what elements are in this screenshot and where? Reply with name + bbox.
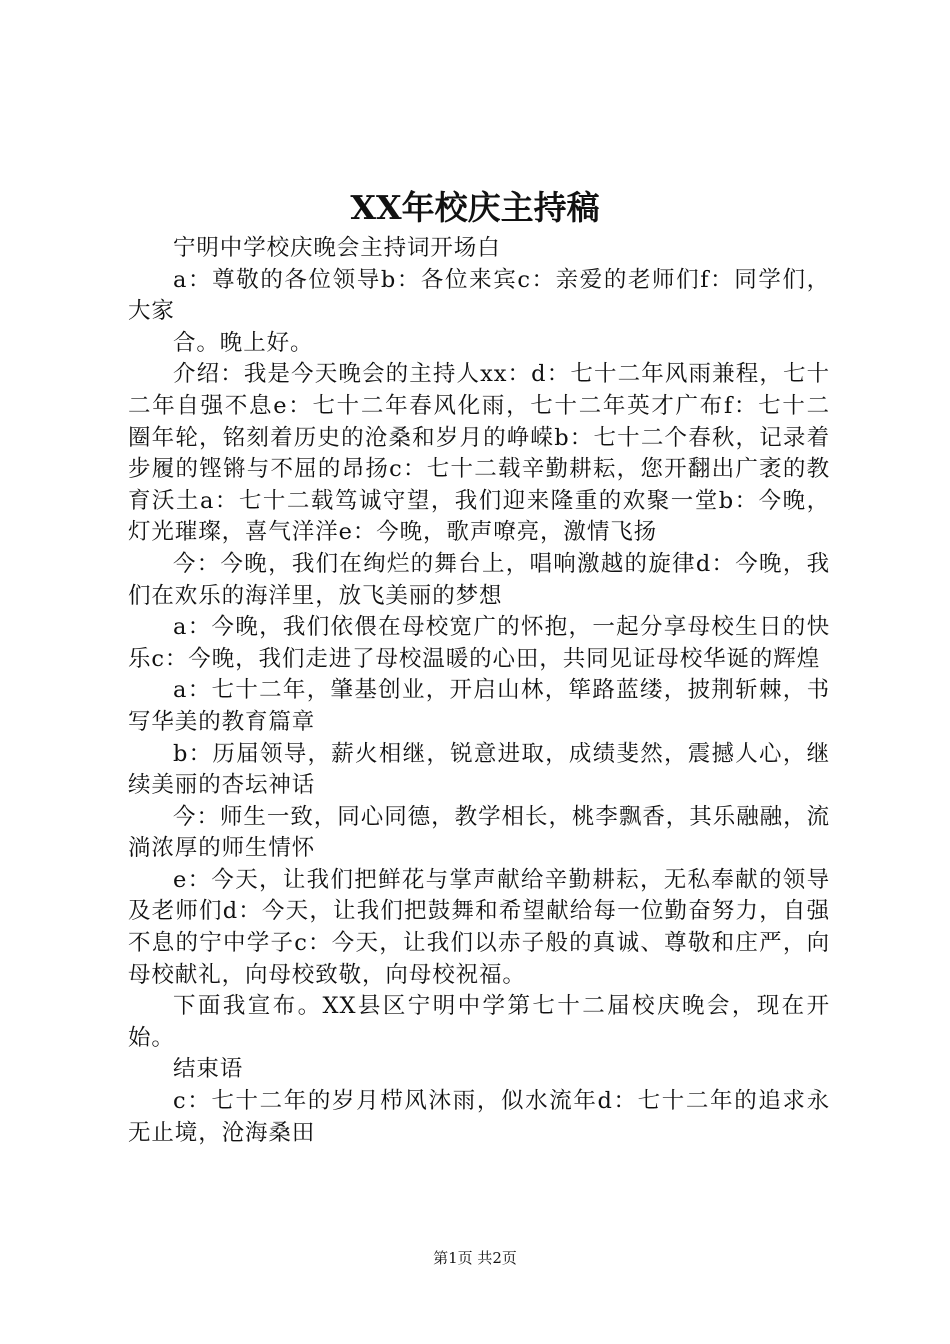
page-footer: 第1页 共2页 xyxy=(433,1249,517,1267)
document-title: XX年校庆主持稿 xyxy=(350,188,600,227)
paragraph-together: 合。晚上好。 xyxy=(173,329,314,356)
document-body xyxy=(128,233,830,1149)
paragraph-announcement: 下面我宣布。XX县区宁明中学第七十二届校庆晚会，现在开始。 xyxy=(128,993,830,1051)
paragraph-teachers-students: 今：师生一致，同心同德，教学相长，桃李飘香，其乐融融，流淌浓厚的师生情怀 xyxy=(128,803,830,862)
paragraph-closing: c：七十二年的岁月栉风沐雨，似水流年d：七十二年的追求永无止境，沧海桑田 xyxy=(128,1088,830,1146)
paragraph-closing-heading: 结束语 xyxy=(173,1056,244,1083)
paragraph-past-leaders: b：历届领导，薪火相继，锐意进取，成绩斐然，震撼人心，继续美丽的杏坛神话 xyxy=(128,740,830,799)
paragraph-opening-heading: 宁明中学校庆晚会主持词开场白 xyxy=(173,235,501,261)
paragraph-tonight-stage: 今：今晚，我们在绚烂的舞台上，唱响激越的旋律d：今晚，我们在欢乐的海洋里，放飞美丽的梦想 xyxy=(128,550,830,609)
paragraph-introduction: 介绍：我是今天晚会的主持人xx：d：七十二年风雨兼程，七十二年自强不息e：七十二年春风化雨，七十二年英才广布f：七十二圈年轮，铭刻着历史的沧桑和岁月的峥嵘b：七十二个春秋，记录着步履的铿锵与不屈的昂扬c：七十二载辛勤耕耘，您开翻出广袤的教育沃土a：七十二载笃诚守望，我们迎来隆重的欢聚一堂b：今晚，灯光璀璨，喜气洋洋e：今晚，歌声嘹亮，激情飞扬 xyxy=(128,361,830,546)
paragraph-today-tribute: e：今天，让我们把鲜花与掌声献给辛勤耕耘，无私奉献的领导及老师们d：今天，让我们把鼓舞和希望献给每一位勤奋努力，自强不息的宁中学子c：今天，让我们以赤子般的真诚、尊敬和庄严，向母校献礼，向母校致敬，向母校祝福。 xyxy=(128,866,830,988)
paragraph-greeting: a：尊敬的各位领导b：各位来宾c：亲爱的老师们f：同学们，大家 xyxy=(128,266,830,325)
paragraph-seventy-two-years: a：七十二年，肇基创业，开启山林，筚路蓝缕，披荆斩棘，书写华美的教育篇章 xyxy=(128,677,830,735)
paragraph-tonight-embrace: a：今晚，我们依偎在母校宽广的怀抱，一起分享母校生日的快乐c：今晚，我们走进了母校温暖的心田，共同见证母校华诞的辉煌 xyxy=(128,614,830,672)
